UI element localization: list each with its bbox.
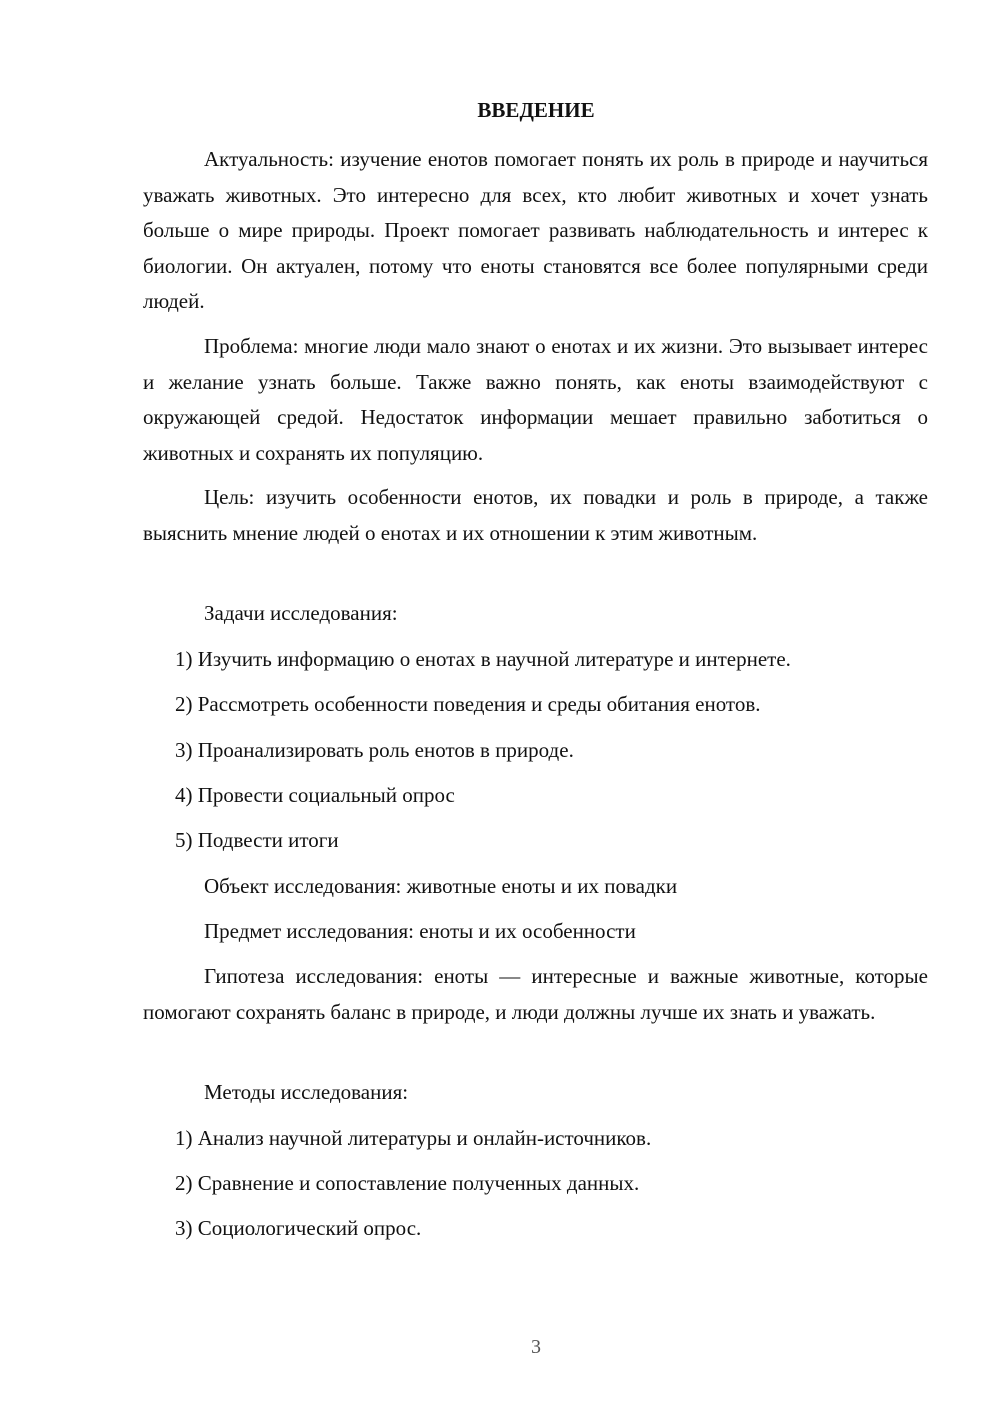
- list-item: 5) Подвести итоги: [175, 828, 339, 852]
- paragraph-relevance: Актуальность: изучение енотов помогает понять их роль в природе и научиться уважать животных. Это интересно для всех, кто любит животных и хочет узнать больше о мире природы. Проект помогает развивать наблюдательность и интерес к биологии. Он актуален, потому что еноты становятся все более популярными среди людей.: [143, 147, 928, 313]
- page-title: ВВЕДЕНИЕ: [477, 98, 595, 122]
- research-subject: Предмет исследования: еноты и их особенности: [204, 919, 636, 943]
- list-item: 4) Провести социальный опрос: [175, 783, 455, 807]
- tasks-title: Задачи исследования:: [204, 601, 398, 625]
- page-number: 3: [531, 1336, 541, 1358]
- research-object: Объект исследования: животные еноты и их повадки: [204, 874, 678, 898]
- paragraph-problem: Проблема: многие люди мало знают о енотах и их жизни. Это вызывает интерес и желание узнать больше. Также важно понять, как еноты взаимодействуют с окружающей средой. Недостаток информации мешает правильно заботиться о животных и сохранять их популяцию.: [143, 334, 928, 465]
- list-item: 1) Анализ научной литературы и онлайн-источников.: [175, 1126, 652, 1150]
- list-item: 1) Изучить информацию о енотах в научной литературе и интернете.: [175, 647, 791, 671]
- paragraph-goal: Цель: изучить особенности енотов, их повадки и роль в природе, а также выяснить мнение людей о енотах и их отношении к этим животным.: [143, 485, 928, 545]
- list-item: 2) Рассмотреть особенности поведения и среды обитания енотов.: [175, 692, 761, 716]
- list-item: 3) Социологический опрос.: [175, 1216, 422, 1240]
- list-item: 2) Сравнение и сопоставление полученных данных.: [175, 1171, 640, 1195]
- list-item: 3) Проанализировать роль енотов в природе.: [175, 738, 574, 762]
- methods-title: Методы исследования:: [204, 1080, 409, 1104]
- paragraph-hypothesis: Гипотеза исследования: еноты — интересные и важные животные, которые помогают сохранять баланс в природе, и люди должны лучше их знать и уважать.: [143, 964, 928, 1024]
